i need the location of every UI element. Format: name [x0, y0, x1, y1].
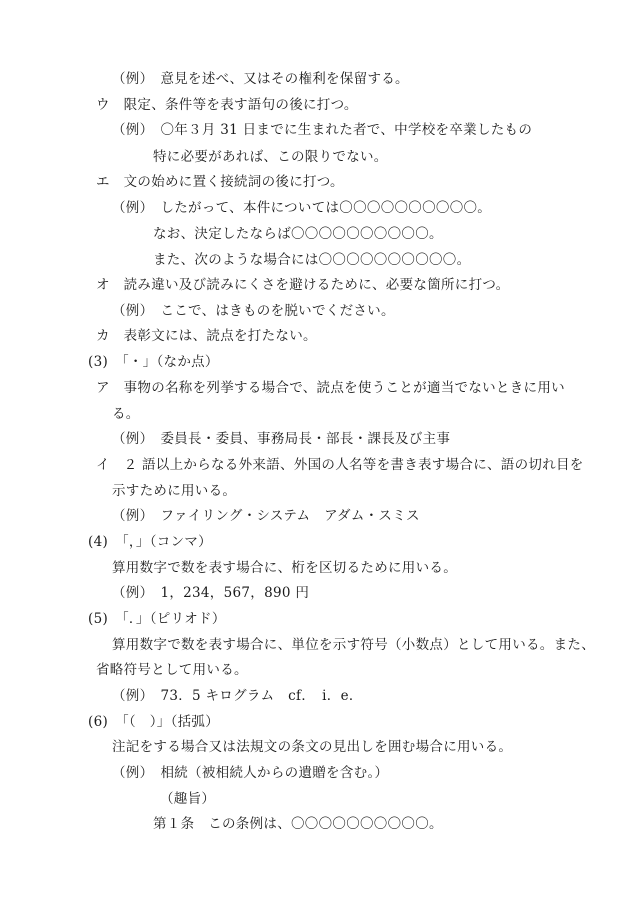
item-e-conjunction: エ 文の始めに置く接続詞の後に打つ。: [96, 174, 344, 190]
comma-description: 算用数字で数を表す場合に、桁を区切るために用いる。: [112, 560, 457, 576]
example-committee: （例） 委員長・委員、事務局長・部長・課長及び主事: [112, 431, 451, 447]
parentheses-description: 注記をする場合又は法規文の条文の見出しを囲む場合に用いる。: [112, 739, 513, 755]
period-description-cont: 省略符号として用いる。: [96, 662, 248, 678]
example-take-off-shoes: （例） ここで、はきものを脱いでください。: [112, 303, 395, 319]
example-article-1: 第１条 この条例は、〇〇〇〇〇〇〇〇〇〇。: [153, 816, 443, 832]
item-u-limitation: ウ 限定、条件等を表す語句の後に打つ。: [96, 97, 358, 113]
example-unless-necessary: 特に必要があれば、この限りでない。: [153, 149, 388, 165]
example-reserve-rights: （例） 意見を述べ、又はその権利を保留する。: [112, 71, 409, 87]
section-5-period: (5) 「．」（ピリオド）: [88, 611, 226, 627]
item-ka-commendation: カ 表彰文には、読点を打たない。: [96, 328, 317, 344]
example-filing-system: （例） ファイリング・システム アダム・スミス: [112, 508, 420, 524]
period-description: 算用数字で数を表す場合に、単位を示す符号（小数点）として用いる。また、: [112, 637, 595, 653]
section-3-nakaten: (3) 「・」（なか点）: [88, 354, 219, 370]
item-i-loanwords-cont: 示すために用いる。: [112, 483, 237, 499]
example-also: また、次のような場合には〇〇〇〇〇〇〇〇〇〇。: [153, 252, 471, 268]
example-comma-number: （例） 1，234，567，890 円: [112, 585, 310, 601]
item-a-listing-cont: る。: [112, 406, 140, 422]
section-6-parentheses: (6) 「（ ）」（括弧）: [88, 714, 220, 730]
example-purpose-heading: （趣旨）: [160, 791, 216, 807]
item-o-misreading: オ 読み違い及び読みにくさを避けるために、必要な箇所に打つ。: [96, 277, 510, 293]
example-inheritance: （例） 相続（被相続人からの遺贈を含む。）: [112, 765, 389, 781]
item-a-listing: ア 事物の名称を列挙する場合で、読点を使うことが適当でないときに用い: [96, 380, 565, 396]
example-furthermore: なお、決定したならば〇〇〇〇〇〇〇〇〇〇。: [153, 226, 443, 242]
example-born-before: （例） 〇年３月 31 日までに生まれた者で、中学校を卒業したもの: [112, 122, 533, 138]
item-i-loanwords: イ ２ 語以上からなる外来語、外国の人名等を書き表す場合に、語の切れ目を: [96, 457, 584, 473]
example-decimal: （例） 73．5 キログラム cf． i．e．: [112, 688, 363, 704]
example-therefore: （例） したがって、本件については〇〇〇〇〇〇〇〇〇〇。: [112, 200, 492, 216]
section-4-comma: (4) 「，」（コンマ）: [88, 534, 212, 550]
